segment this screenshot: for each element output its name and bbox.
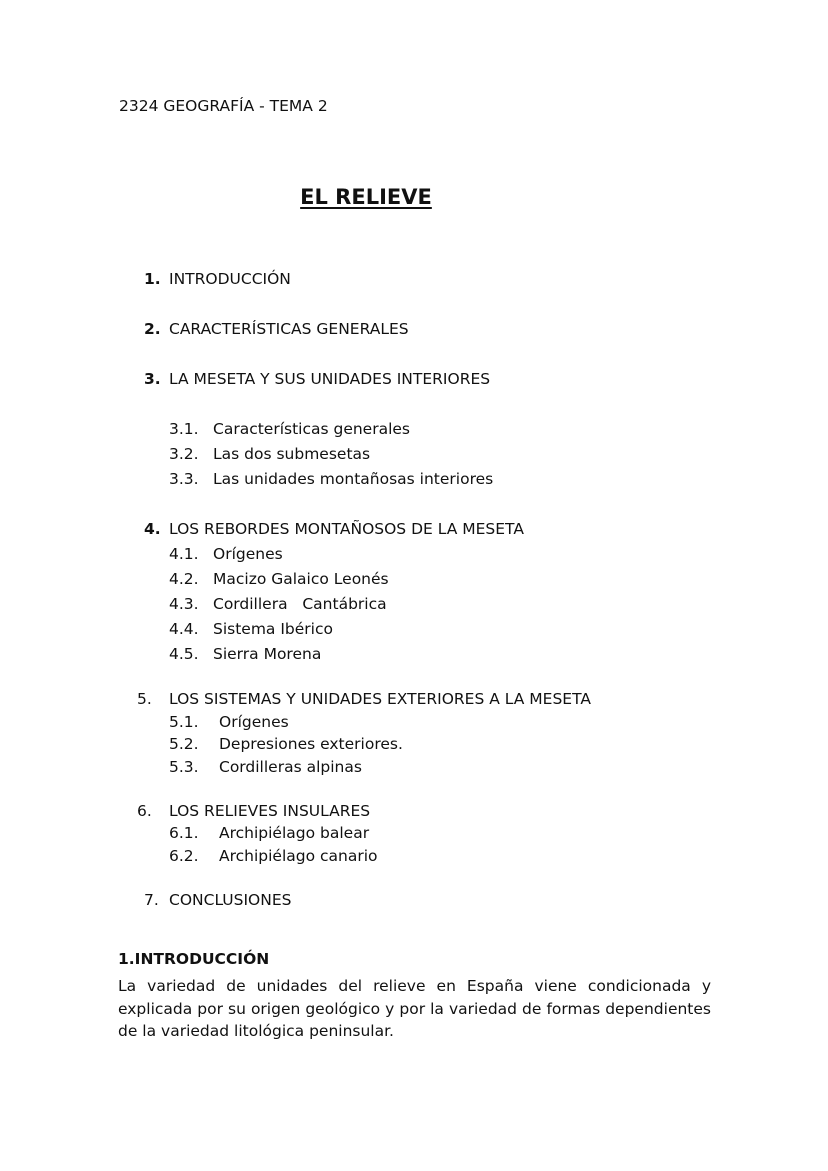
toc-subitem-number: 3.3. xyxy=(169,470,199,488)
section-paragraph: La variedad de unidades del relieve en España viene condicionada y explicada por su origen geológico y por la variedad de formas dependientes de la variedad litológica peninsular. xyxy=(118,977,711,1040)
toc-subitem-number: 5.2. xyxy=(169,735,199,753)
toc-subitem-label: Características generales xyxy=(213,420,411,438)
toc-subitem-label: Archipiélago canario xyxy=(219,847,378,865)
toc-subitem-label: Depresiones exteriores. xyxy=(219,735,403,753)
toc-subitem-number: 5.1. xyxy=(169,713,199,731)
toc-number: 5. xyxy=(137,690,152,708)
toc-subitem-label: Las dos submesetas xyxy=(213,445,371,463)
toc-subitem-label: Orígenes xyxy=(219,713,289,731)
toc-number: 1. xyxy=(144,270,161,288)
toc-number: 6. xyxy=(137,802,152,820)
toc-subitem-label: Archipiélago balear xyxy=(219,824,370,842)
toc-subitem-number: 6.2. xyxy=(169,847,199,865)
toc-subitem-number: 5.3. xyxy=(169,758,199,776)
toc-label: LOS RELIEVES INSULARES xyxy=(169,802,371,820)
document-title: EL RELIEVE xyxy=(300,185,432,209)
toc-subitem-label: Orígenes xyxy=(213,545,283,563)
toc-subitem-number: 6.1. xyxy=(169,824,199,842)
document-header: 2324 GEOGRAFÍA - TEMA 2 xyxy=(119,97,328,115)
toc-number: 4. xyxy=(144,520,161,538)
toc-subitem-label: Sistema Ibérico xyxy=(213,620,333,638)
toc-subitem-number: 4.5. xyxy=(169,645,199,663)
toc-label: INTRODUCCIÓN xyxy=(169,270,291,288)
toc-subitem-label: Las unidades montañosas interiores xyxy=(213,470,494,488)
toc-subitem-number: 4.4. xyxy=(169,620,199,638)
toc-number: 7. xyxy=(144,891,159,909)
toc-number: 2. xyxy=(144,320,161,338)
toc-subitem-number: 4.3. xyxy=(169,595,199,613)
toc-subitem-number: 3.1. xyxy=(169,420,199,438)
toc-subitem-label: Cordillera Cantábrica xyxy=(213,595,387,613)
toc-subitem-number: 3.2. xyxy=(169,445,199,463)
toc-label: CARACTERÍSTICAS GENERALES xyxy=(169,320,409,338)
toc-subitem-number: 4.2. xyxy=(169,570,199,588)
toc-subitem-label: Cordilleras alpinas xyxy=(219,758,362,776)
toc-number: 3. xyxy=(144,370,161,388)
toc-label: LA MESETA Y SUS UNIDADES INTERIORES xyxy=(169,370,491,388)
toc-subitem-label: Sierra Morena xyxy=(213,645,322,663)
toc-label: LOS REBORDES MONTAÑOSOS DE LA MESETA xyxy=(169,520,524,538)
toc-subitem-label: Macizo Galaico Leonés xyxy=(213,570,389,588)
toc-subitem-number: 4.1. xyxy=(169,545,199,563)
toc-label: CONCLUSIONES xyxy=(169,891,292,909)
section-heading: 1.INTRODUCCIÓN xyxy=(118,950,270,968)
toc-label: LOS SISTEMAS Y UNIDADES EXTERIORES A LA MESETA xyxy=(169,690,591,708)
